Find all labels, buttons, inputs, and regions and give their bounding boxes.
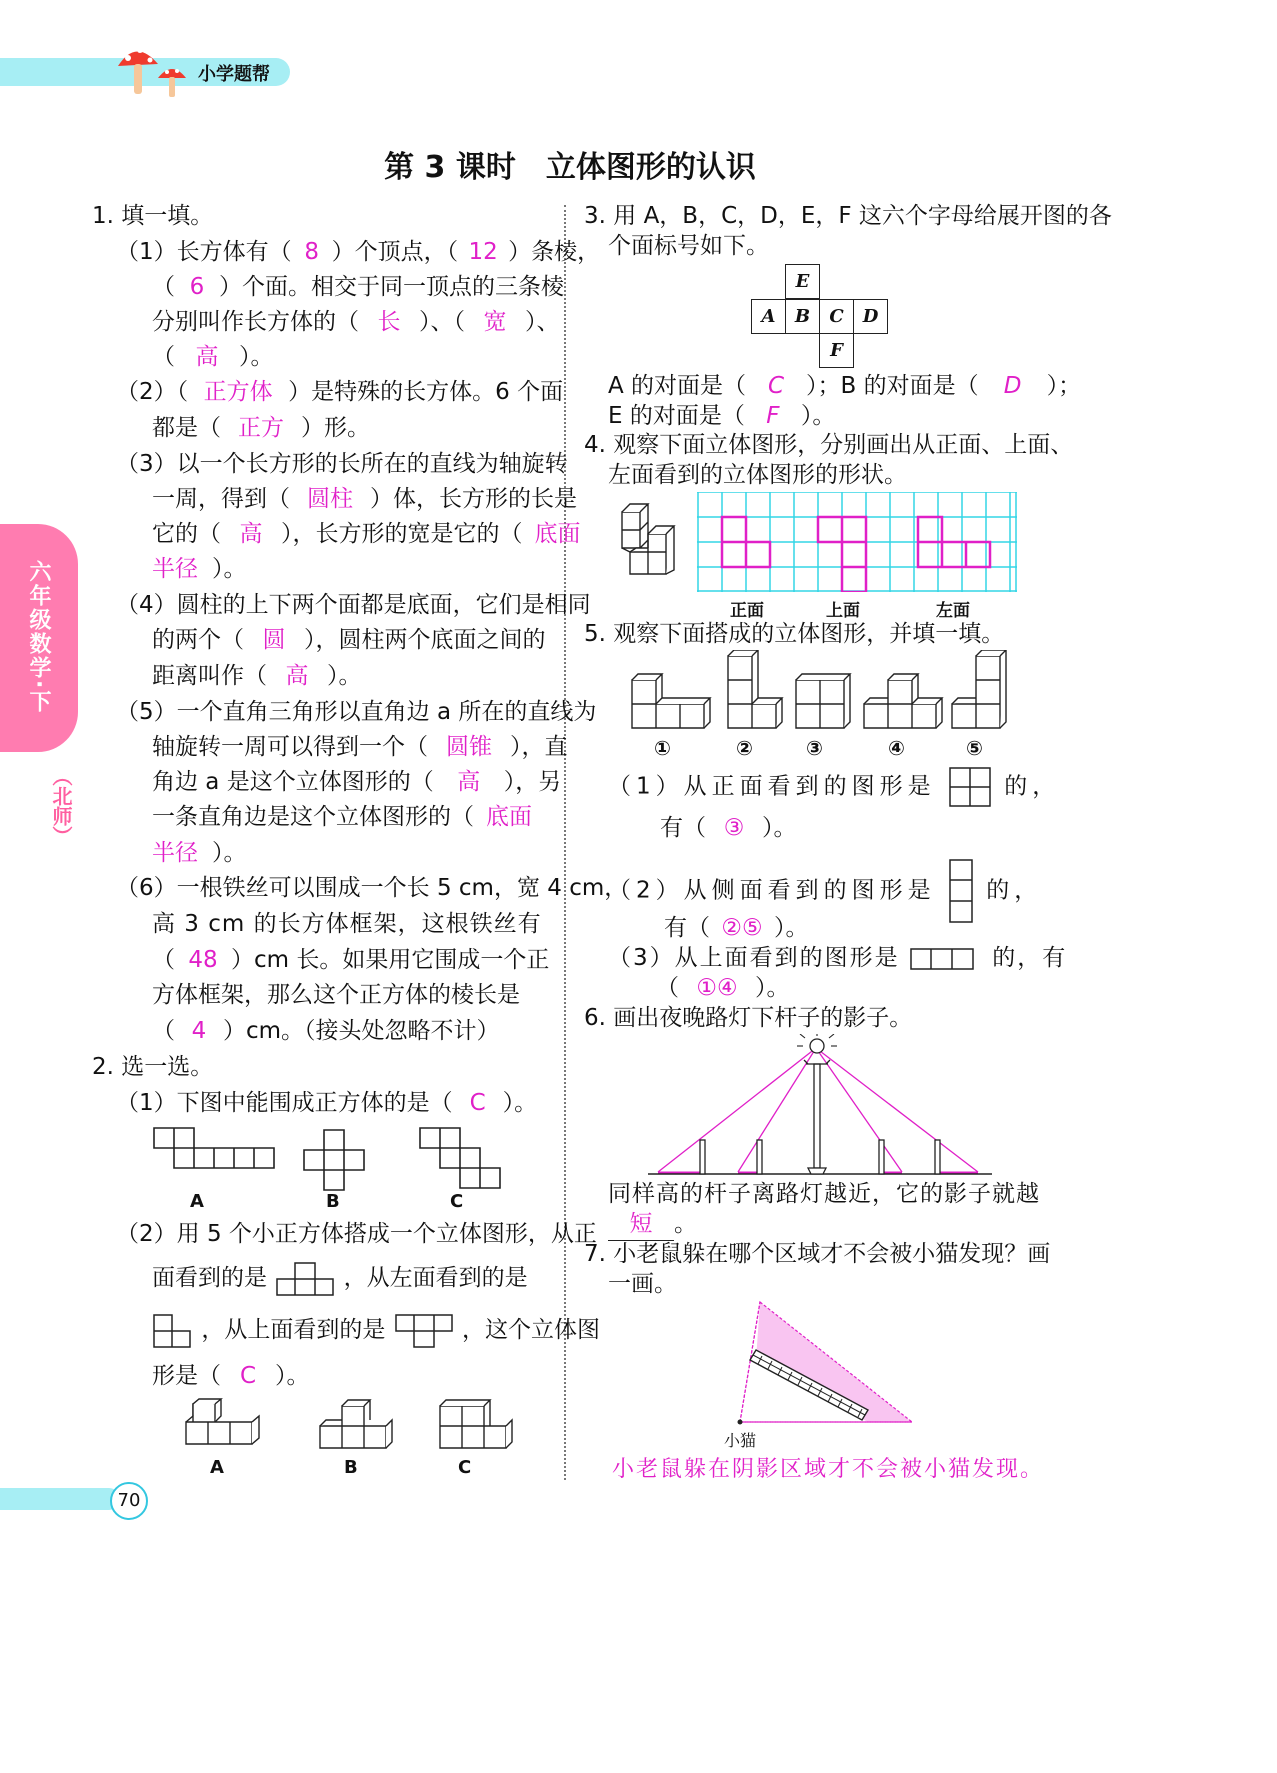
text: 角边 a 是这个立体图形的（ [152, 769, 434, 795]
q2-p2-label-b: B [344, 1457, 358, 1478]
answer: 正方体 [203, 379, 273, 405]
lamp-post [814, 1064, 820, 1168]
text: （ [152, 274, 175, 300]
text: 的，有 [992, 945, 1068, 971]
q5-solids-figure [628, 650, 1008, 732]
column-divider [564, 205, 566, 1480]
solid-4 [864, 674, 942, 728]
q7-stem-1: 7. 小老鼠躲在哪个区域才不会被小猫发现？画 [584, 1241, 1051, 1267]
q2-p1-label-a: A [190, 1191, 204, 1212]
q2-p2-label-a: A [210, 1457, 224, 1478]
answer: 高 [239, 521, 263, 547]
q1-p3-line1: （3）以一个长方形的长所在的直线为轴旋转 [116, 451, 568, 477]
answer: 底面 [534, 521, 581, 547]
text: ）个顶点，（ [331, 239, 459, 265]
answer: 高 [285, 663, 309, 689]
q1-p5-line1: （5）一个直角三角形以直角边 a 所在的直线为 [116, 699, 597, 725]
text: （1）长方体有（ [116, 239, 292, 265]
text: （1）从正面看到的图形是 [608, 773, 936, 800]
q1-p5-line5 [152, 833, 247, 873]
answer: 短 [608, 1208, 674, 1241]
q5-p1-line1 [608, 766, 1060, 808]
solid-5 [952, 650, 1006, 728]
answer: 底面 [486, 804, 532, 830]
text: （1）下图中能围成正方体的是（ [116, 1090, 453, 1116]
q1-p6-line1: （6）一根铁丝可以围成一个长 5 cm，宽 4 cm， [116, 875, 628, 901]
q5-label-2: ② [736, 736, 753, 760]
pole-4 [935, 1140, 940, 1174]
q1-p1-line1 [116, 232, 600, 272]
q2-stem: 2. 选一选。 [92, 1054, 214, 1080]
text: ）。 [212, 556, 247, 582]
text: 都是（ [152, 415, 221, 441]
answer: C [768, 373, 785, 399]
q7-answer: 小老鼠躲在阴影区域才不会被小猫发现。 [612, 1457, 1045, 1482]
q1-p5-line2 [152, 727, 568, 767]
text: （ [656, 975, 679, 1001]
text: ），长方形的宽是它的（ [281, 521, 523, 547]
side-tab-grade: 六年级数学·下 [26, 560, 51, 715]
top-view-icon [393, 1313, 455, 1349]
text: ）cm 长。如果用它围成一个正 [231, 947, 550, 973]
answer: 正方 [238, 415, 284, 441]
q1-p6-line2: 高 3 cm 的长方体框架，这根铁丝有 [152, 911, 542, 937]
cat-label: 小猫 [724, 1431, 757, 1450]
answer: 圆锥 [446, 734, 492, 760]
text: ），直 [510, 734, 568, 760]
q1-p2-line2 [152, 408, 370, 448]
front-view-answer [722, 517, 770, 567]
q6-conclusion: 同样高的杆子离路灯越近，它的影子就越 [608, 1181, 1040, 1207]
text: ）。 [800, 403, 836, 429]
q3-stem-1: 3. 用 A，B，C，D，E，F 这六个字母给展开图的各 [584, 203, 1112, 229]
text: ）。 [327, 663, 362, 689]
text: 有（ [664, 915, 710, 941]
answer: ①④ [696, 975, 738, 1001]
text: ）。 [755, 975, 790, 1001]
q2-p2-line3 [152, 1310, 600, 1350]
solid-3 [796, 674, 850, 728]
solid-b [320, 1400, 392, 1448]
text: E 的对面是（ [608, 403, 745, 429]
answer: 6 [189, 274, 205, 300]
answer: 圆柱 [307, 486, 353, 512]
q1-p2-line1 [116, 372, 563, 412]
q1-p5-line3 [152, 762, 561, 802]
q5-label-3: ③ [806, 736, 823, 760]
text: 的， [986, 877, 1043, 904]
net-face-d: D [853, 299, 888, 334]
q4-stem-1: 4. 观察下面立体图形，分别画出从正面、上面、 [584, 432, 1074, 458]
text: ）；B 的对面是（ [806, 373, 979, 399]
left-view-answer [918, 517, 990, 567]
text: 。 [674, 1211, 697, 1237]
answer: 半径 [152, 556, 198, 582]
text: 面看到的是 [152, 1265, 267, 1291]
text: ）； [1046, 373, 1082, 399]
net-face-e: E [785, 264, 820, 299]
q1-p1-line3 [152, 302, 560, 342]
text: ）cm。（接头处忽略不计） [223, 1018, 500, 1044]
text: 分别叫作长方体的（ [152, 309, 359, 335]
q4-view-label-top: 上面 [826, 601, 860, 621]
answer: 8 [304, 239, 319, 265]
text: ）。 [762, 815, 797, 841]
text: 它的（ [152, 521, 221, 547]
q4-stem-2: 左面看到的立体图形的形状。 [608, 462, 907, 488]
text: ，从上面看到的是 [201, 1317, 386, 1343]
q1-p4-line2 [152, 620, 546, 660]
answer: C [239, 1363, 257, 1389]
top-view-answer [818, 517, 866, 592]
text: ）。 [275, 1363, 310, 1389]
net-face-f: F [819, 333, 854, 368]
text: ）、（ [419, 309, 465, 335]
q5-front-view-icon [948, 766, 992, 808]
text: ）。 [502, 1090, 538, 1116]
q4-view-label-left: 左面 [936, 601, 970, 621]
text: A 的对面是（ [608, 373, 747, 399]
q1-p1-line2 [152, 267, 564, 307]
answer: ③ [723, 815, 745, 841]
q1-p3-line3 [152, 514, 593, 554]
answer: D [1003, 373, 1022, 399]
page-number: 70 [110, 1482, 148, 1520]
answer: 4 [191, 1018, 207, 1044]
q1-p4-line1: （4）圆柱的上下两个面都是底面，它们是相同 [116, 592, 591, 618]
q4-solid-figure [618, 500, 684, 580]
q5-top-view-icon [909, 947, 975, 971]
answer: F [766, 403, 780, 429]
q1-p3-line2 [152, 479, 577, 519]
text: （ [152, 1018, 175, 1044]
text: ）是特殊的长方体。6 个面 [288, 379, 564, 405]
q1-p6-line3 [152, 940, 549, 980]
text: ）条棱， [508, 239, 601, 265]
footer-band [0, 1488, 120, 1510]
side-tab-edition: （北师） [49, 766, 73, 846]
text: ）形。 [301, 415, 370, 441]
solid-a [186, 1399, 259, 1444]
lamp-bulb [810, 1039, 824, 1053]
answer: 48 [188, 947, 218, 973]
page-title: 第 3 课时 立体图形的认识 [384, 150, 756, 185]
text: ，这个立体图 [461, 1317, 600, 1343]
text: 的两个（ [152, 627, 244, 653]
mouse-cat-figure [720, 1298, 920, 1428]
answer: 半径 [152, 840, 198, 866]
q3-stem-2: 个面标号如下。 [608, 233, 769, 259]
text: （ [152, 344, 175, 370]
text: ，从左面看到的是 [343, 1265, 528, 1291]
q4-answer-grid [697, 492, 1017, 592]
answer: 高 [457, 769, 481, 795]
q6-stem: 6. 画出夜晚路灯下杆子的影子。 [584, 1005, 913, 1031]
text: ）个面。相交于同一顶点的三条棱 [219, 274, 564, 300]
text: （3）从上面看到的图形是 [608, 945, 900, 971]
q1-p4-line3 [152, 656, 362, 696]
q5-label-5: ⑤ [966, 736, 983, 760]
brand-label: 小学题帮 [198, 64, 270, 85]
q1-p5-line4 [152, 797, 544, 837]
text: 轴旋转一周可以得到一个（ [152, 734, 428, 760]
answer: C [469, 1090, 486, 1116]
text: 的， [1004, 773, 1061, 800]
q5-side-view-icon [948, 858, 974, 924]
left-view-icon [152, 1313, 194, 1349]
text: 形是（ [152, 1363, 221, 1389]
solid-c [440, 1400, 512, 1448]
answer: 长 [377, 309, 401, 335]
answer: 12 [468, 239, 498, 265]
q5-stem: 5. 观察下面搭成的立体图形，并填一填。 [584, 621, 1005, 647]
cat-position [738, 1420, 743, 1425]
pole-3 [879, 1140, 884, 1174]
q5-label-4: ④ [888, 736, 905, 760]
q1-p6-line5 [152, 1011, 500, 1051]
answer: 圆 [262, 627, 286, 653]
net-face-b: B [785, 299, 820, 334]
solid-2 [728, 650, 782, 728]
streetlight-figure [640, 1034, 1000, 1180]
net-face-c: C [819, 299, 854, 334]
text: 有（ [660, 815, 706, 841]
q2-p1-line [116, 1083, 537, 1123]
text: （ [152, 947, 175, 973]
pole-2 [757, 1140, 762, 1174]
pole-1 [700, 1140, 705, 1174]
q4-view-label-front: 正面 [730, 601, 764, 621]
q1-p1-line4 [152, 337, 274, 377]
q1-stem: 1. 填一填。 [92, 203, 214, 229]
q1-p3-line4 [152, 549, 247, 589]
text: ）。 [239, 344, 274, 370]
solid-1 [632, 674, 710, 728]
q2-p2-label-c: C [458, 1457, 472, 1478]
text: ），圆柱两个底面之间的 [304, 627, 546, 653]
text: ）体，长方形的长是 [370, 486, 577, 512]
q7-stem-2: 一画。 [608, 1271, 677, 1297]
q1-p6-line4: 方体框架，那么这个正方体的棱长是 [152, 982, 520, 1008]
q5-label-1: ① [654, 736, 671, 760]
answer: ②⑤ [721, 915, 763, 941]
text: 一周，得到（ [152, 486, 290, 512]
text: 距离叫作（ [152, 663, 267, 689]
text: ）、 [525, 309, 560, 335]
q2-p2-line2 [152, 1258, 528, 1298]
q2-p1-label-c: C [450, 1191, 464, 1212]
front-view-icon [274, 1261, 336, 1297]
q5-p1-line2 [660, 808, 797, 848]
answer: 宽 [483, 309, 507, 335]
text: ）。 [774, 915, 809, 941]
text: ）。 [212, 840, 247, 866]
mushroom-logo-icon [112, 38, 192, 100]
q2-p2-line1: （2）用 5 个小正方体搭成一个立体图形，从正 [116, 1221, 597, 1247]
text: 一条直角边是这个立体图形的（ [152, 804, 474, 830]
text: ），另 [503, 769, 562, 795]
q2-p2-line4 [152, 1356, 310, 1396]
q2-p1-label-b: B [326, 1191, 340, 1212]
answer: 高 [195, 344, 219, 370]
text: （2）从侧面看到的图形是 [608, 877, 936, 904]
net-face-a: A [751, 299, 786, 334]
text: （2）（ [116, 379, 189, 405]
